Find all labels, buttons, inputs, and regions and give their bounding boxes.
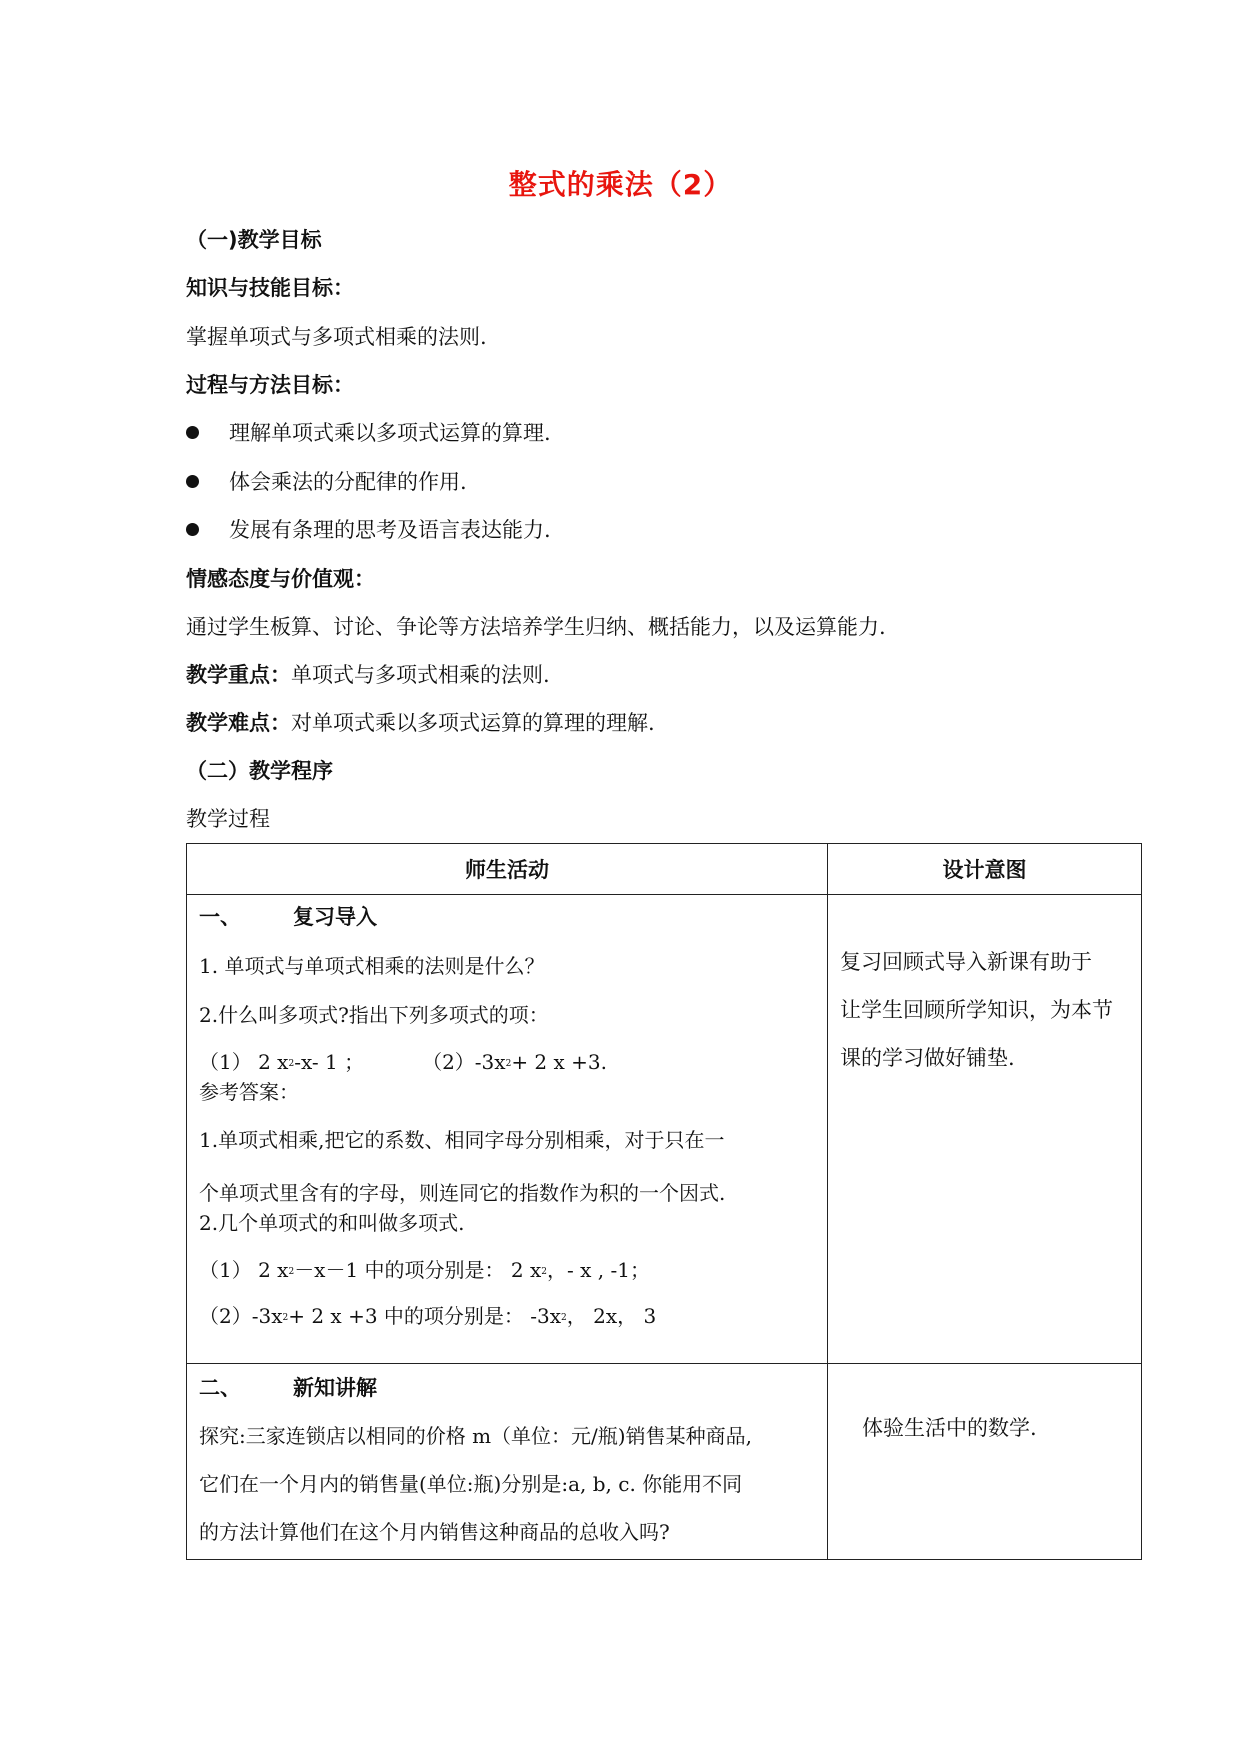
answer-3-part-c: ，- x , -1； — [547, 1258, 650, 1282]
poly-1-part: （1） 2 x — [199, 1050, 289, 1074]
intent-line: 体验生活中的数学. — [862, 1416, 1037, 1440]
bullet-text: 发展有条理的思考及语言表达能力. — [229, 518, 551, 542]
review-heading — [199, 903, 377, 931]
review-heading-num: 一、 — [199, 905, 241, 929]
exponent: 2 — [541, 1267, 548, 1277]
review-question-2-items — [199, 1048, 607, 1076]
answer-4-part-b: + 2 x +3 中的项分别是： -3x — [288, 1304, 562, 1328]
process-heading: 过程与方法目标： — [186, 373, 354, 397]
explore-line-3: 的方法计算他们在这个月内销售这种商品的总收入吗? — [199, 1520, 670, 1544]
knowledge-heading: 知识与技能目标： — [186, 276, 354, 300]
activity-cell-new-knowledge — [187, 1364, 828, 1560]
bullet-dot-icon — [186, 426, 199, 439]
answer-label: 参考答案： — [199, 1080, 299, 1104]
answer-4-part-c: ， 2x， 3 — [566, 1304, 657, 1328]
process-bullet-1 — [186, 418, 551, 448]
exponent: 2 — [288, 1267, 295, 1277]
review-question-2: 2.什么叫多项式?指出下列多项式的项： — [199, 1003, 549, 1027]
exponent: 2 — [561, 1313, 567, 1323]
intent-line: 让学生回顾所学知识，为本节 — [840, 998, 1113, 1022]
answer-2: 2.几个单项式的和叫做多项式. — [199, 1211, 465, 1235]
explore-line-1: 探究:三家连锁店以相同的价格 m（单位：元/瓶)销售某种商品, — [199, 1424, 752, 1448]
teaching-process-table — [186, 843, 1142, 1560]
answer-4 — [199, 1302, 656, 1330]
poly-2-rest: + 2 x +3. — [511, 1050, 607, 1074]
answer-3-part-b: －x－1 中的项分别是： 2 x — [294, 1258, 542, 1282]
difficulty — [186, 708, 655, 738]
answer-1-line-2: 个单项式里含有的字母，则连同它的指数作为积的一个因式. — [199, 1181, 726, 1205]
intent-line: 课的学习做好铺垫. — [840, 1046, 1015, 1070]
intent-cell-new-knowledge — [828, 1364, 1142, 1560]
process-label: 教学过程 — [186, 807, 270, 831]
new-knowledge-heading-num: 二、 — [199, 1376, 241, 1400]
exponent: 2 — [288, 1059, 295, 1069]
bullet-dot-icon — [186, 475, 199, 488]
review-heading-text: 复习导入 — [293, 905, 377, 929]
intent-line: 复习回顾式导入新课有助于 — [840, 950, 1092, 974]
intent-cell-review — [828, 895, 1142, 1364]
key-point — [186, 660, 550, 690]
new-knowledge-heading — [199, 1374, 377, 1402]
process-bullet-3 — [186, 515, 551, 545]
poly-1-rest: -x- 1 ； — [294, 1050, 365, 1074]
bullet-text: 体会乘法的分配律的作用. — [229, 470, 467, 494]
bullet-text: 理解单项式乘以多项式运算的算理. — [229, 421, 551, 445]
header-intent: 设计意图 — [828, 844, 1142, 895]
activity-cell-review — [187, 895, 828, 1364]
emotion-text: 通过学生板算、讨论、争论等方法培养学生归纳、概括能力，以及运算能力. — [186, 615, 886, 639]
table-row — [187, 895, 1142, 1364]
section-procedure-heading: （二）教学程序 — [186, 759, 333, 783]
page-title: 整式的乘法（2） — [508, 168, 733, 201]
key-point-text: 单项式与多项式相乘的法则. — [291, 663, 550, 687]
explore-line-2: 它们在一个月内的销售量(单位:瓶)分别是:a, b, c. 你能用不同 — [199, 1472, 743, 1496]
new-knowledge-heading-text: 新知讲解 — [293, 1376, 377, 1400]
table-row — [187, 1364, 1142, 1560]
answer-4-part-a: （2）-3x — [199, 1304, 283, 1328]
header-activity: 师生活动 — [187, 844, 828, 895]
exponent: 2 — [505, 1059, 512, 1069]
knowledge-text: 掌握单项式与多项式相乘的法则. — [186, 325, 487, 349]
difficulty-label: 教学难点： — [186, 711, 291, 735]
emotion-heading: 情感态度与价值观： — [186, 567, 375, 591]
review-question-1: 1. 单项式与单项式相乘的法则是什么？ — [199, 954, 545, 978]
table-header-row — [187, 844, 1142, 895]
bullet-dot-icon — [186, 523, 199, 536]
key-point-label: 教学重点： — [186, 663, 291, 687]
process-bullet-2 — [186, 467, 467, 497]
poly-2-part: （2）-3x — [422, 1050, 506, 1074]
difficulty-text: 对单项式乘以多项式运算的算理的理解. — [291, 711, 655, 735]
answer-1-line-1: 1.单项式相乘,把它的系数、相同字母分别相乘，对于只在一 — [199, 1128, 725, 1152]
section-objectives-heading: （一)教学目标 — [186, 228, 322, 252]
answer-3-part-a: （1） 2 x — [199, 1258, 289, 1282]
answer-3 — [199, 1256, 650, 1284]
exponent: 2 — [282, 1313, 289, 1323]
